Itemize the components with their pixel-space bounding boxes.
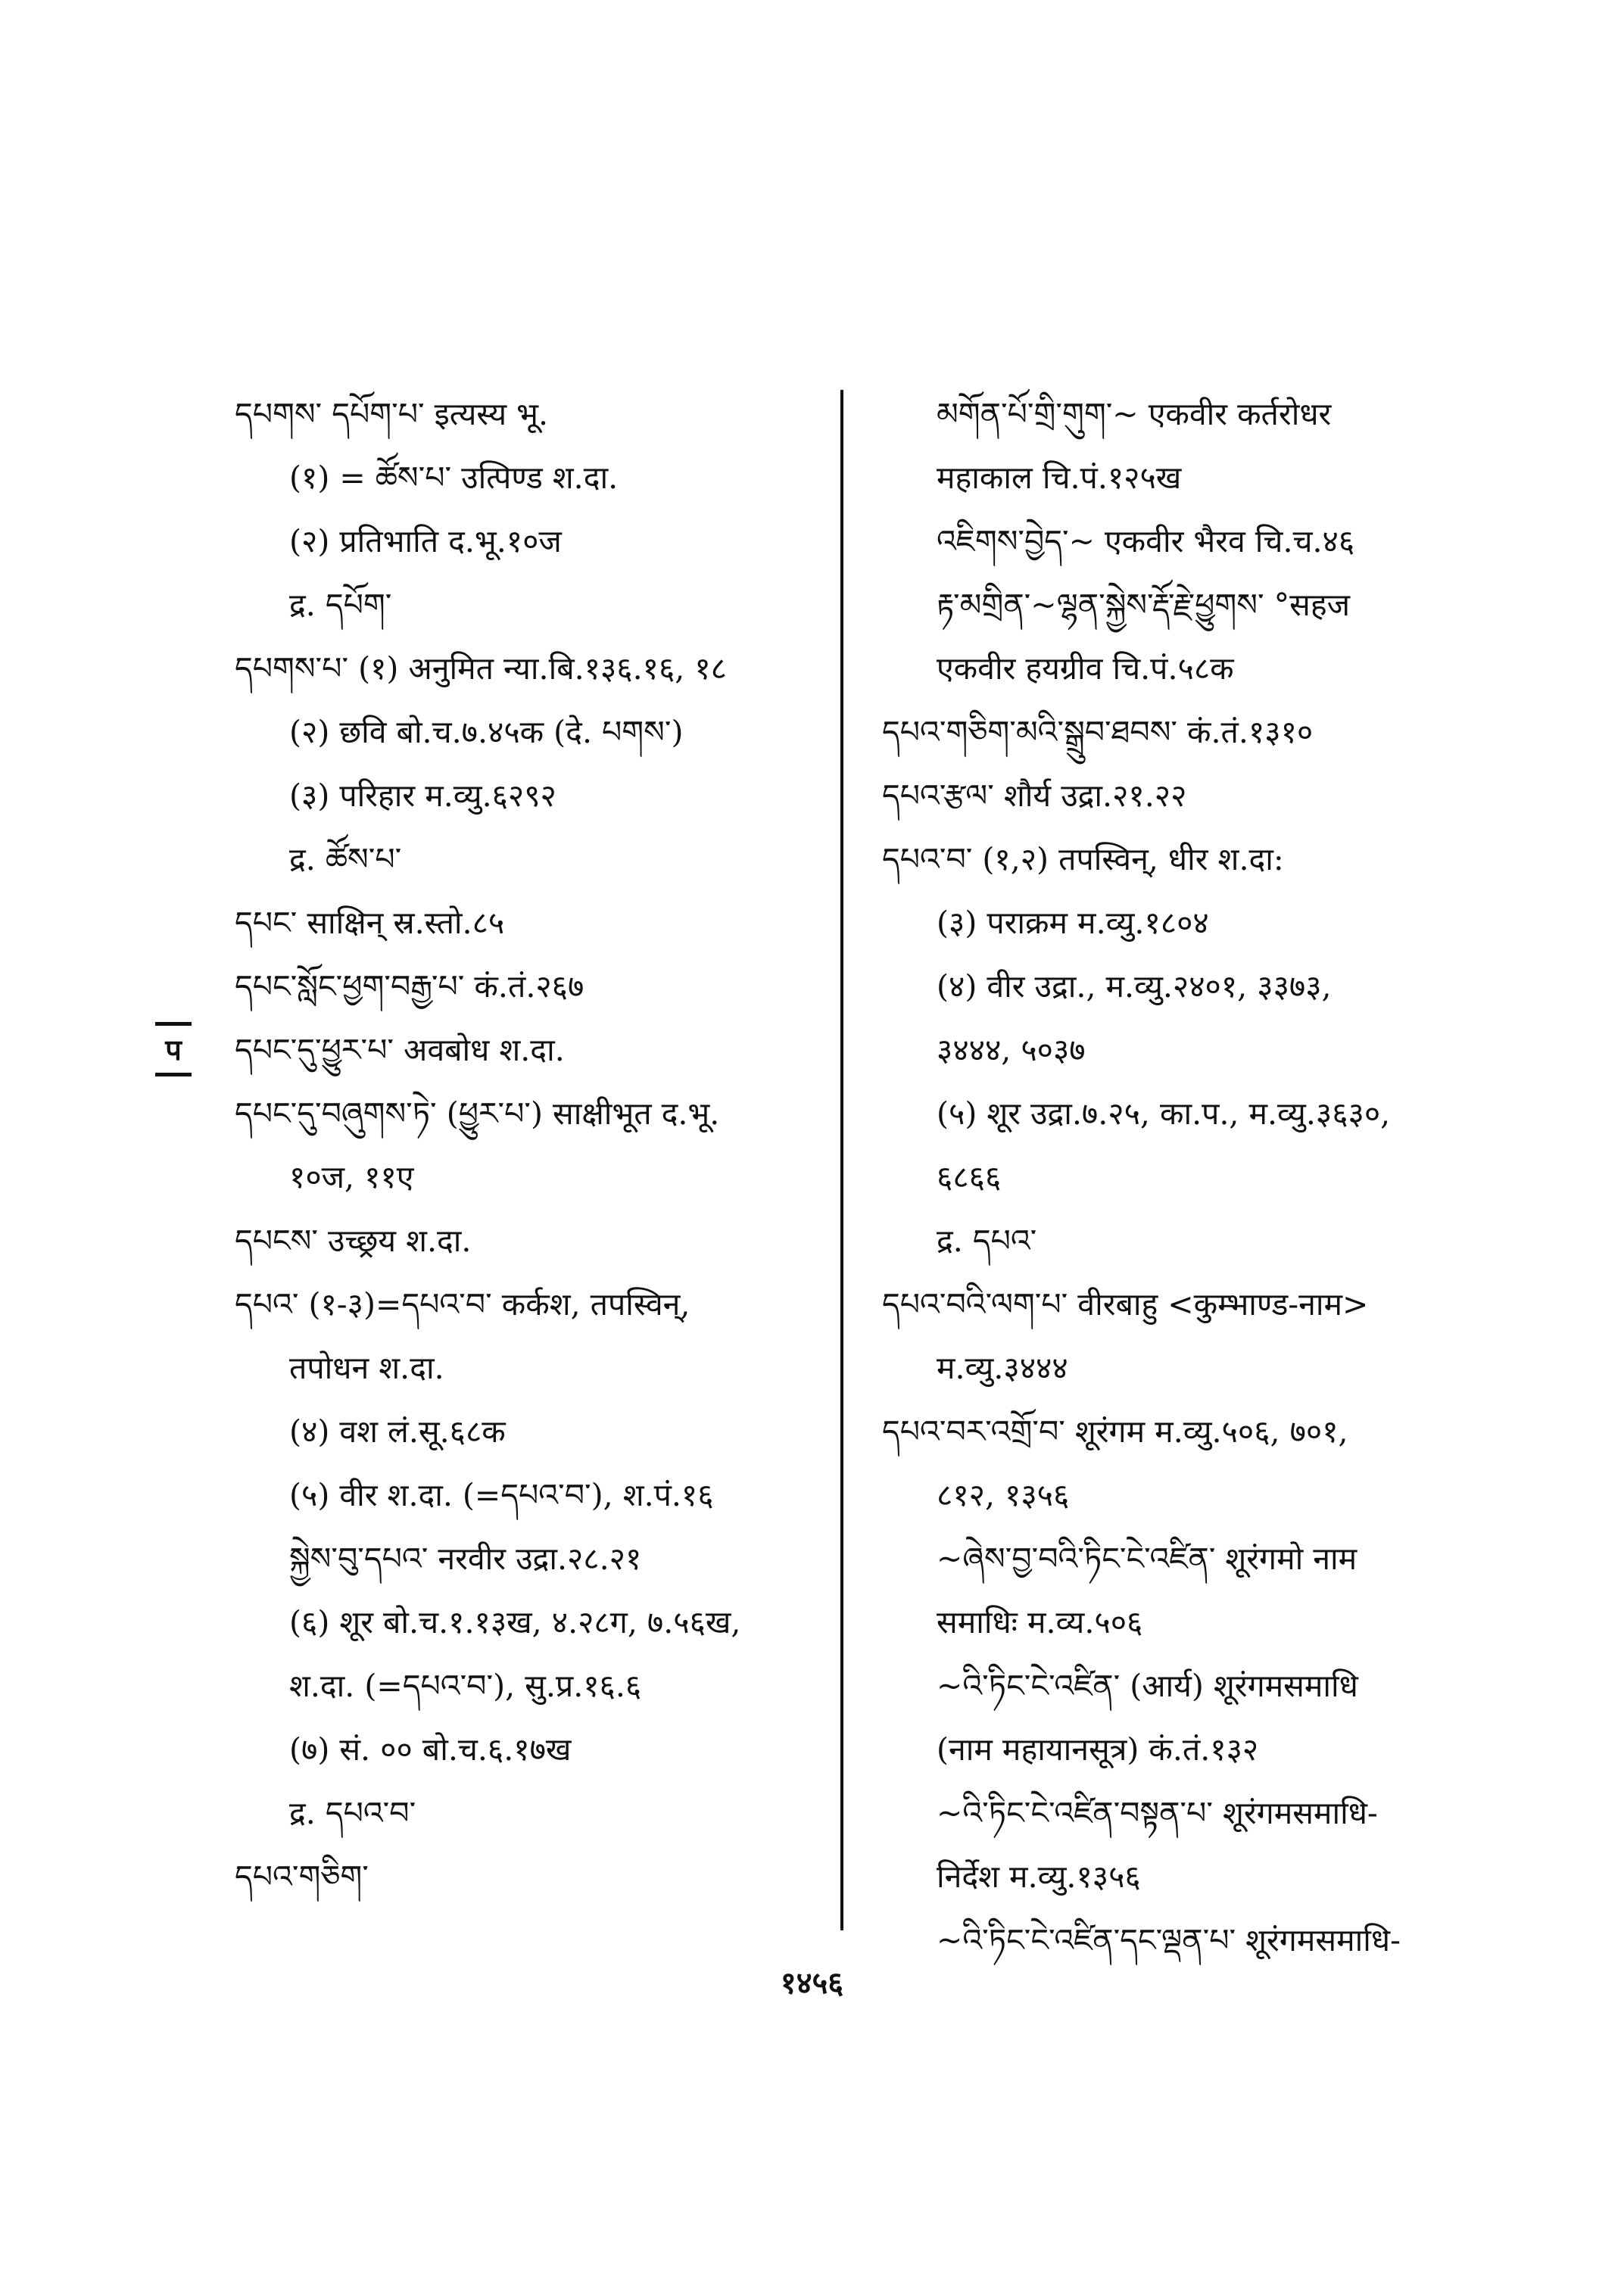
entry-headword-line: དཔང་དུ་བཞུགས་ཏེ་ (ཕྱུར་པ་) साक्षीभूत द.भू. [235,1095,720,1132]
entry-subline: द्र. དཔའ་བ་ [289,1795,416,1831]
entry-subline: (१) = ཚོས་པ་ उत्पिण्ड श.दा. [289,460,619,496]
entry-headword-line: དཔང་དུ་ཕྱུར་པ་ अवबोध श.दा. [235,1032,565,1068]
entry-subline: (३) परिहार म.व्यु.६२९२ [289,777,556,814]
entry-headword-line: དཔང་སློང་ཕྱག་བརྒྱ་པ་ कं.तं.२६७ [235,968,584,1005]
entry-subline: समाधिः म.व्य.५०६ [937,1604,1143,1640]
entry-subline: तपोधन श.दा. [289,1350,444,1386]
entry-subline: (नाम महायानसूत्र) कं.तं.१३२ [937,1731,1259,1768]
entry-subline: (५) शूर उद्रा.७.२५, का.प., म.व्यु.३६३०, [937,1095,1391,1132]
entry-subline: འཇིགས་བྱེད་~ एकवीर भैरव चि.च.४६ [937,523,1355,559]
entry-subline: म.व्यु.३४४४ [937,1350,1068,1386]
entry-headword-line: དཔའ་གཅིག་ [235,1858,369,1895]
entry-subline: एकवीर हयग्रीव चि.पं.५८क [937,650,1234,687]
entry-subline: ८१२, १३५६ [937,1477,1070,1513]
entry-subline: द्र. ཚོས་པ་ [289,841,402,877]
entry-headword-line: དཔའ་བ་ (१,२) तपस्विन्, धीर श.दा: [882,841,1284,877]
column-divider [840,390,843,1930]
entry-headword-line: དཔང་ साक्षिन् स्र.स्तो.८५ [235,905,505,941]
entry-subline: (५) वीर श.दा. (=དཔའ་བ་), श.पं.१६ [289,1477,714,1513]
entry-headword-line: དཔགས་ དཔོག་པ་ इत्यस्य भू. [235,396,549,432]
entry-subline: སྐྱེས་བུ་དཔའ་ नरवीर उद्रा.२८.२१ [289,1541,642,1577]
entry-subline: (६) शूर बो.च.१.१३ख, ४.२८ग, ७.५६ख, [289,1604,741,1640]
entry-subline: (२) प्रतिभाति द.भू.१०ज [289,523,562,559]
entry-subline: ~འི་ཏིང་ངེ་འཛིན་བསྟན་པ་ शूरंगमसमाधि- [937,1795,1378,1831]
entry-subline: མགོན་པོ་གྲི་གུག་~ एकवीर कर्तरोधर [937,396,1332,432]
entry-headword-line: དཔགས་པ་ (१) अनुमित न्या.बि.१३६.१६, १८ [235,650,727,687]
entry-subline: निर्देश म.व्यु.१३५६ [937,1858,1141,1895]
entry-subline: ६८६६ [937,1159,1002,1195]
entry-subline: (४) वश लं.सू.६८क [289,1413,506,1450]
entry-subline: ~འི་ཏིང་ངེ་འཛིན་ (आर्य) शूरंगमसमाधि [937,1668,1358,1704]
entry-subline: (३) पराक्रम म.व्यु.१८०४ [937,905,1209,941]
entry-headword-line: དཔའ་གཅིག་མའི་སྒྲུབ་ཐབས་ कं.तं.१३१० [882,714,1314,750]
entry-subline: རྟ་མགྲིན་~ལྷན་སྐྱེས་རྡོ་རྗེ་ཕྱུགས་ °सहज [937,587,1351,623]
entry-headword-line: དཔའ་བར་འགྲོ་བ་ शूरंगम म.व्यु.५०६, ७०१, [882,1413,1348,1450]
section-tab-marker: प [155,1022,192,1076]
entry-subline: (४) वीर उद्रा., म.व्यु.२४०१, ३३७३, [937,968,1332,1005]
entry-headword-line: དཔའ་ (१-३)=དཔའ་བ་ कर्कश, तपस्विन्, [235,1286,690,1323]
entry-headword-line: དཔངས་ उच्छ्रय श.दा. [235,1223,472,1259]
left-column [235,382,840,1908]
entry-headword-line: དཔའ་བའི་ལག་པ་ वीरबाहु <कुम्भाण्ड-नाम> [882,1286,1369,1323]
entry-subline: श.दा. (=དཔའ་བ་), सु.प्र.१६.६ [289,1668,642,1704]
right-column [882,382,1526,1972]
entry-subline: ~ཞེས་བྱ་བའི་ཏིང་ངེ་འཛིན་ शूरंगमो नाम [937,1541,1357,1577]
entry-subline: १०ज, ११ए [289,1159,414,1195]
entry-headword-line: དཔའ་རྩལ་ शौर्य उद्रा.२१.२२ [882,777,1187,814]
entry-subline: ~འི་ཏིང་ངེ་འཛིན་དང་ལྡན་པ་ शूरंगमसमाधि- [937,1922,1401,1958]
entry-subline: (७) सं. ०० बो.च.६.१७ख [289,1731,572,1768]
entry-subline: महाकाल चि.पं.१२५ख [937,460,1182,496]
entry-subline: द्र. དཔའ་ [937,1223,1037,1259]
page-number: १४५६ [780,1965,844,2001]
entry-subline: ३४४४, ५०३७ [937,1032,1086,1068]
entry-subline: (२) छवि बो.च.७.४५क (दे. པགས་) [289,714,684,750]
entry-subline: द्र. དཔོག་ [289,587,392,623]
